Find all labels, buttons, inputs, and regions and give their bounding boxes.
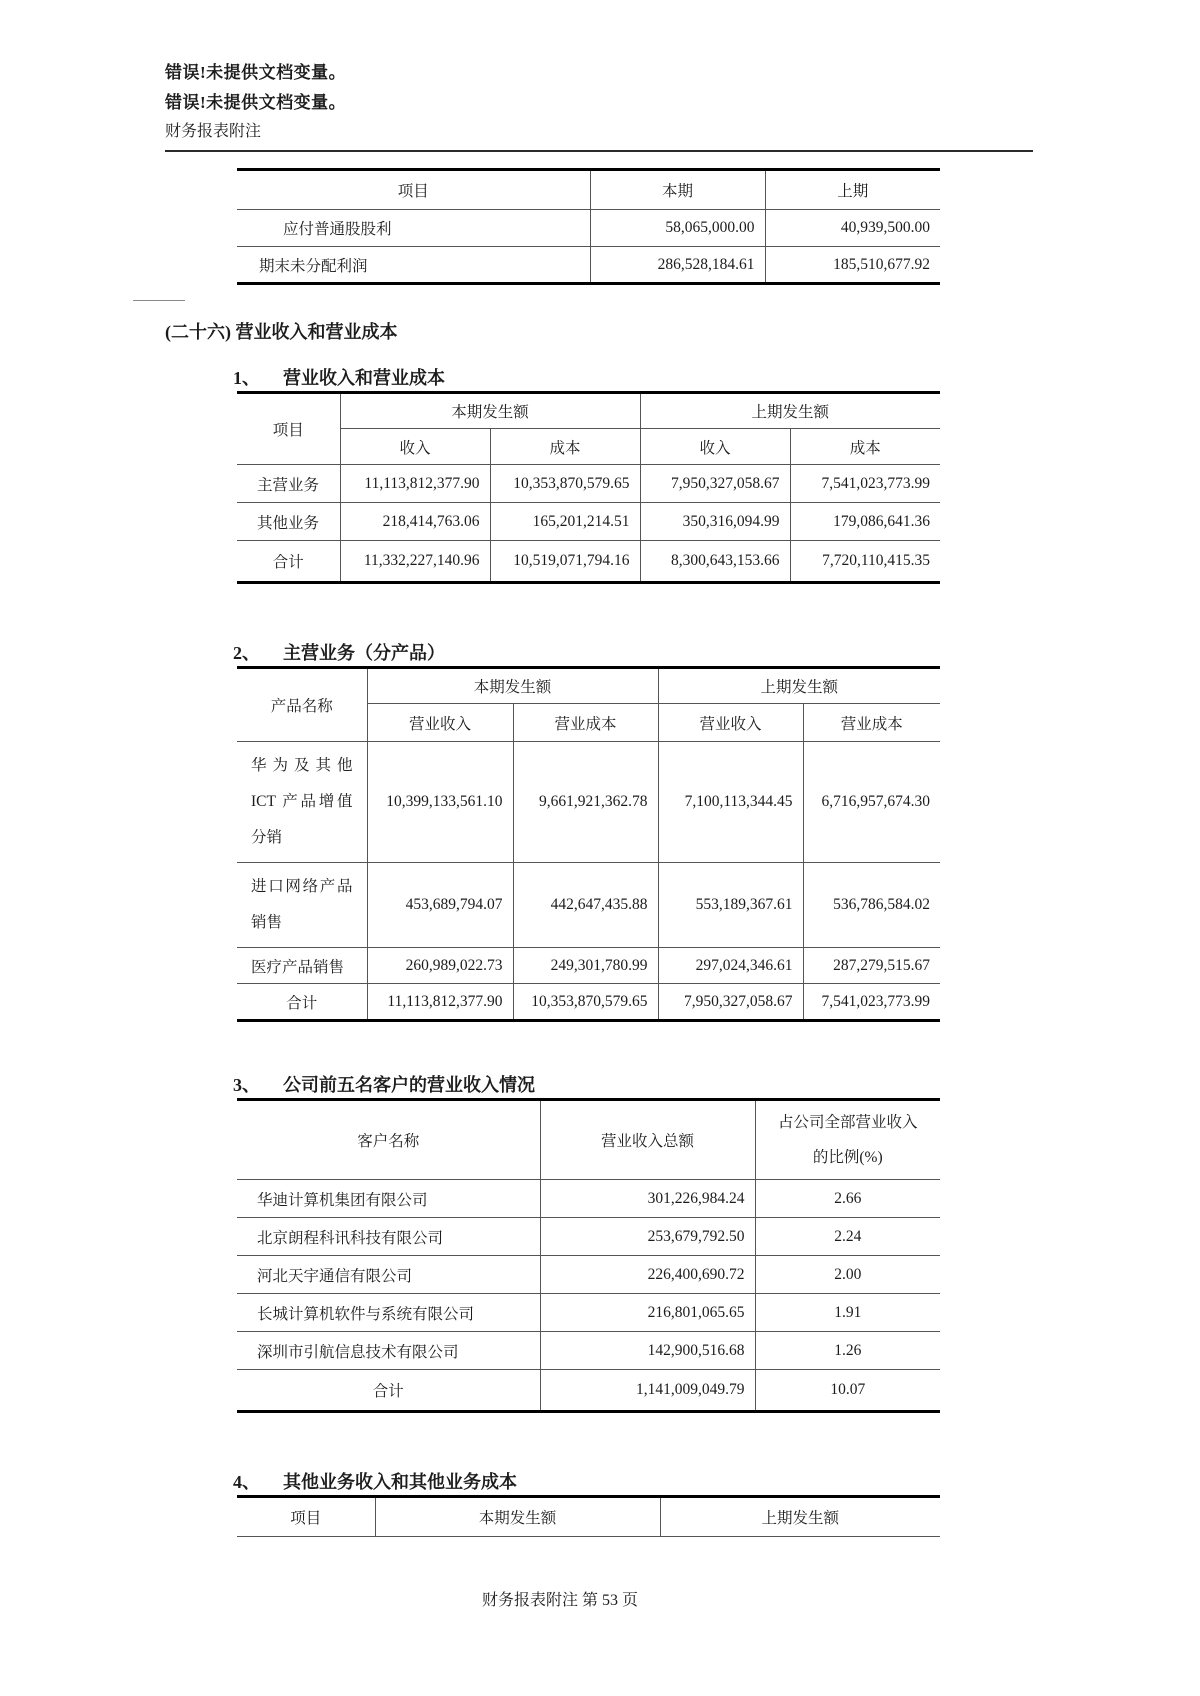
cell-value: 7,950,327,058.67 — [640, 465, 790, 503]
cell-value: 165,201,214.51 — [490, 503, 640, 541]
table-header-row — [237, 393, 940, 429]
table-header-row — [237, 429, 940, 465]
cell-value: 179,086,641.36 — [790, 503, 940, 541]
col-header-cost: 成本 — [490, 429, 640, 465]
col-header-income: 收入 — [640, 429, 790, 465]
cell-customer: 长城计算机软件与系统有限公司 — [237, 1294, 540, 1332]
cell-customer: 华迪计算机集团有限公司 — [237, 1180, 540, 1218]
cell-value: 7,950,327,058.67 — [658, 984, 803, 1021]
table-row — [237, 948, 940, 984]
subsection-heading-1 — [233, 365, 940, 391]
top-customers-table — [237, 1098, 940, 1413]
cell-value: 218,414,763.06 — [340, 503, 490, 541]
col-header-revenue: 营业收入 — [367, 704, 513, 742]
cell-item: 其他业务 — [237, 503, 340, 541]
cell-value: 553,189,367.61 — [658, 863, 803, 948]
cell-customer: 河北天宇通信有限公司 — [237, 1256, 540, 1294]
col-header-current-period: 本期发生额 — [340, 393, 640, 429]
subsection-title: 公司前五名客户的营业收入情况 — [283, 1075, 535, 1095]
cell-value: 8,300,643,153.66 — [640, 541, 790, 583]
cell-value: 249,301,780.99 — [513, 948, 658, 984]
cell-customer: 合计 — [237, 1370, 540, 1412]
cell-value: 297,024,346.61 — [658, 948, 803, 984]
cell-customer: 北京朗程科讯科技有限公司 — [237, 1218, 540, 1256]
subsection-title: 营业收入和营业成本 — [283, 368, 445, 388]
table-total-row — [237, 541, 940, 583]
cell-value: 11,332,227,140.96 — [340, 541, 490, 583]
table-row — [237, 1332, 940, 1370]
subsection-heading-4 — [233, 1469, 940, 1495]
cell-value: 453,689,794.07 — [367, 863, 513, 948]
table-row — [237, 1294, 940, 1332]
header-error-line-2: 错误!未提供文档变量。 — [165, 93, 347, 112]
page-footer: 财务报表附注 第 53 页 — [481, 1592, 638, 1609]
col-header-cost: 营业成本 — [803, 704, 940, 742]
col-header-cost: 成本 — [790, 429, 940, 465]
cell-ratio: 1.91 — [755, 1294, 940, 1332]
cell-value: 350,316,094.99 — [640, 503, 790, 541]
subsection-heading-2 — [233, 640, 940, 666]
cell-value: 7,541,023,773.99 — [803, 984, 940, 1021]
cell-value: 287,279,515.67 — [803, 948, 940, 984]
col-header-income: 收入 — [340, 429, 490, 465]
cell-ratio: 2.66 — [755, 1180, 940, 1218]
cell-ratio: 2.00 — [755, 1256, 940, 1294]
cell-value: 442,647,435.88 — [513, 863, 658, 948]
table-header-row — [237, 1497, 940, 1537]
col-header-customer: 客户名称 — [237, 1100, 540, 1180]
col-header-prior-period: 上期发生额 — [660, 1497, 940, 1537]
col-header-prior: 上期 — [765, 170, 940, 210]
cell-value: 11,113,812,377.90 — [367, 984, 513, 1021]
col-header-current: 本期 — [590, 170, 765, 210]
table-row — [237, 1180, 940, 1218]
cell-product: 医疗产品销售 — [237, 948, 367, 984]
col-header-item: 项目 — [237, 1497, 375, 1537]
table-header-row — [237, 170, 940, 210]
cell-value: 10,353,870,579.65 — [513, 984, 658, 1021]
col-header-item: 项目 — [237, 393, 340, 465]
dividends-table — [237, 168, 940, 285]
cell-current: 286,528,184.61 — [590, 247, 765, 284]
col-header-cost: 营业成本 — [513, 704, 658, 742]
cell-value: 11,113,812,377.90 — [340, 465, 490, 503]
cell-product: 华为及其他 ICT 产品增值分销 — [237, 742, 367, 863]
table-row — [237, 503, 940, 541]
cell-ratio: 10.07 — [755, 1370, 940, 1412]
table-row — [237, 247, 940, 284]
cell-value: 536,786,584.02 — [803, 863, 940, 948]
page-content — [165, 168, 940, 1610]
table-header-row — [237, 1100, 940, 1180]
subsection-number: 4、 — [233, 1472, 260, 1492]
cell-value: 7,100,113,344.45 — [658, 742, 803, 863]
cell-value: 7,541,023,773.99 — [790, 465, 940, 503]
col-header-revenue: 营业收入 — [658, 704, 803, 742]
cell-ratio: 2.24 — [755, 1218, 940, 1256]
cell-item: 期末未分配利润 — [237, 247, 590, 284]
cell-current: 58,065,000.00 — [590, 210, 765, 247]
cell-value: 10,399,133,561.10 — [367, 742, 513, 863]
subsection-number: 1、 — [233, 368, 260, 388]
table-row — [237, 210, 940, 247]
cell-item: 主营业务 — [237, 465, 340, 503]
cell-prior: 40,939,500.00 — [765, 210, 940, 247]
table-row — [237, 1256, 940, 1294]
cell-value: 10,519,071,794.16 — [490, 541, 640, 583]
cell-value: 7,720,110,415.35 — [790, 541, 940, 583]
cell-ratio: 1.26 — [755, 1332, 940, 1370]
table-total-row — [237, 984, 940, 1021]
cell-revenue: 226,400,690.72 — [540, 1256, 755, 1294]
cell-product: 进口网络产品销售 — [237, 863, 367, 948]
subsection-heading-3 — [233, 1072, 940, 1098]
other-business-table — [237, 1495, 940, 1537]
cell-customer: 深圳市引航信息技术有限公司 — [237, 1332, 540, 1370]
cell-item: 合计 — [237, 541, 340, 583]
col-header-current-period: 本期发生额 — [375, 1497, 660, 1537]
table-row — [237, 863, 940, 948]
subsection-number: 2、 — [233, 643, 260, 663]
cell-revenue: 216,801,065.65 — [540, 1294, 755, 1332]
col-header-prior-period: 上期发生额 — [640, 393, 940, 429]
table-row — [237, 1218, 940, 1256]
subsection-title: 主营业务（分产品） — [283, 643, 445, 663]
cell-value: 9,661,921,362.78 — [513, 742, 658, 863]
header-error-line-1: 错误!未提供文档变量。 — [165, 63, 347, 82]
document-header — [165, 58, 1033, 152]
cell-value: 260,989,022.73 — [367, 948, 513, 984]
cell-prior: 185,510,677.92 — [765, 247, 940, 284]
cell-revenue: 142,900,516.68 — [540, 1332, 755, 1370]
col-header-ratio: 占公司全部营业收入的比例(%) — [755, 1100, 940, 1180]
cell-revenue: 1,141,009,049.79 — [540, 1370, 755, 1412]
cell-item: 应付普通股股利 — [237, 210, 590, 247]
revenue-cost-table — [237, 391, 940, 584]
col-header-prior-period: 上期发生额 — [658, 668, 940, 704]
col-header-revenue: 营业收入总额 — [540, 1100, 755, 1180]
margin-divider-line — [133, 300, 185, 301]
subsection-number: 3、 — [233, 1075, 260, 1095]
table-header-row — [237, 668, 940, 704]
col-header-current-period: 本期发生额 — [367, 668, 658, 704]
col-header-product: 产品名称 — [237, 668, 367, 742]
table-row — [237, 742, 940, 863]
header-subtitle: 财务报表附注 — [165, 123, 262, 140]
subsection-title: 其他业务收入和其他业务成本 — [283, 1472, 517, 1492]
section-title: (二十六) 营业收入和营业成本 — [165, 322, 398, 342]
cell-value: 6,716,957,674.30 — [803, 742, 940, 863]
cell-revenue: 301,226,984.24 — [540, 1180, 755, 1218]
cell-value: 10,353,870,579.65 — [490, 465, 640, 503]
cell-revenue: 253,679,792.50 — [540, 1218, 755, 1256]
table-total-row — [237, 1370, 940, 1412]
col-header-item: 项目 — [237, 170, 590, 210]
table-row — [237, 465, 940, 503]
main-business-by-product-table — [237, 666, 940, 1022]
cell-product: 合计 — [237, 984, 367, 1021]
